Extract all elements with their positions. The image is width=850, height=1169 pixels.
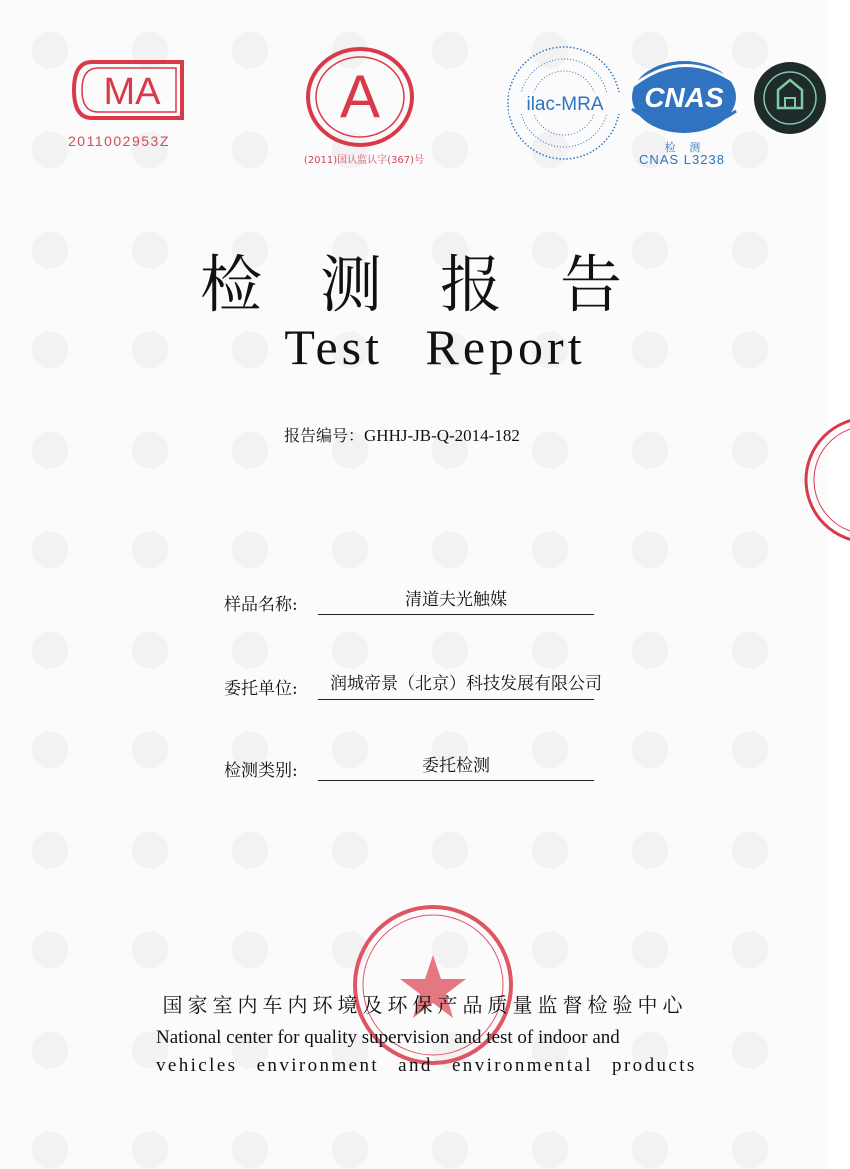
ilac-text: ilac-MRA (526, 94, 604, 115)
client-underline (318, 699, 594, 700)
sample-name-label: 样品名称: (224, 595, 298, 615)
cma-logo (70, 58, 186, 122)
cal-logo (303, 45, 417, 150)
ilac-mra-logo (505, 44, 623, 162)
report-number (284, 423, 520, 446)
organization-name-cn: 国家室内车内环境及环保产品质量监督检验中心 (162, 993, 688, 1017)
sample-name-value: 清道夫光触媒 (318, 588, 594, 615)
report-number-label: 报告编号： (284, 426, 365, 445)
cma-number: 2011002953Z (68, 133, 170, 149)
report-title-en: Test Report (284, 319, 586, 375)
organization-name-en-line2: vehicles environment and environmental products (156, 1055, 697, 1076)
report-number-value: GHHJ-JB-Q-2014-182 (364, 426, 520, 445)
cnas-logo (624, 55, 742, 137)
report-title-cn: 检测报告 (199, 248, 680, 321)
cnas-number: CNAS L3238 (639, 152, 725, 167)
association-seal-icon (752, 60, 828, 136)
cma-letters: MA (103, 71, 161, 113)
client-value: 润城帝景（北京）科技发展有限公司 (330, 674, 602, 694)
edge-seal-icon (790, 410, 850, 550)
test-type-label: 检测类别: (224, 761, 298, 781)
test-type-value: 委托检测 (318, 754, 594, 781)
cal-letter: A (339, 63, 381, 130)
cal-cert-text: (2011)国认监认字(367)号 (303, 155, 425, 166)
client-label: 委托单位: (224, 679, 298, 699)
cnas-subtitle: 检 测 (664, 141, 706, 154)
organization-name-en-line1: National center for quality supervision and test of indoor and (156, 1027, 620, 1048)
cnas-text: CNAS (644, 82, 724, 113)
